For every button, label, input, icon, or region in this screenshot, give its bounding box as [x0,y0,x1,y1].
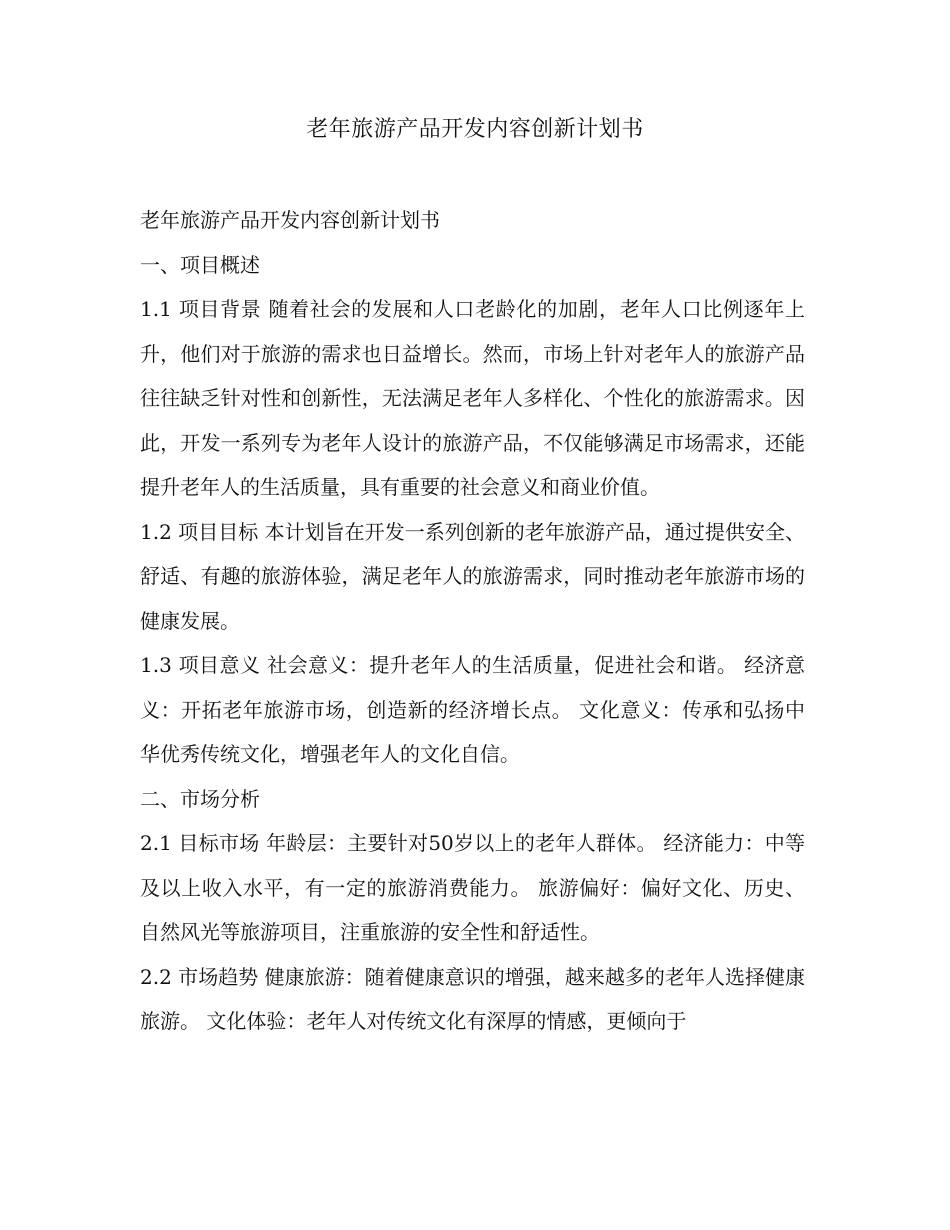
section-heading-overview: 一、项目概述 [140,252,260,277]
document-body [140,198,805,1044]
section-heading-market-analysis: 二、市场分析 [140,786,260,811]
paragraph-project-background: 1.1 项目背景 随着社会的发展和人口老龄化的加剧，老年人口比例逐年上升，他们对于旅游的需求也日益增长。然而，市场上针对老年人的旅游产品往往缺乏针对性和创新性，无法满足老年人多样化、个性化的旅游需求。因此，开发一系列专为老年人设计的旅游产品，不仅能够满足市场需求，还能提升老年人的生活质量，具有重要的社会意义和商业价值。 [140,297,805,499]
document-title: 老年旅游产品开发内容创新计划书 [306,117,644,142]
paragraph-market-trends: 2.2 市场趋势 健康旅游：随着健康意识的增强，越来越多的老年人选择健康旅游。 文化体验：老年人对传统文化有深厚的情感，更倾向于 [140,964,805,1033]
paragraph-project-goal: 1.2 项目目标 本计划旨在开发一系列创新的老年旅游产品，通过提供安全、舒适、有趣的旅游体验，满足老年人的旅游需求，同时推动老年旅游市场的健康发展。 [140,519,805,633]
paragraph-target-market: 2.1 目标市场 年龄层：主要针对50岁以上的老年人群体。 经济能力：中等及以上收入水平，有一定的旅游消费能力。 旅游偏好：偏好文化、历史、自然风光等旅游项目，注重旅游的安全性和舒适性。 [140,831,805,944]
body-heading: 老年旅游产品开发内容创新计划书 [140,208,440,232]
paragraph-project-significance: 1.3 项目意义 社会意义：提升老年人的生活质量，促进社会和谐。 经济意义：开拓老年旅游市场，创造新的经济增长点。 文化意义：传承和弘扬中华优秀传统文化，增强老年人的文化自信。 [140,653,805,766]
